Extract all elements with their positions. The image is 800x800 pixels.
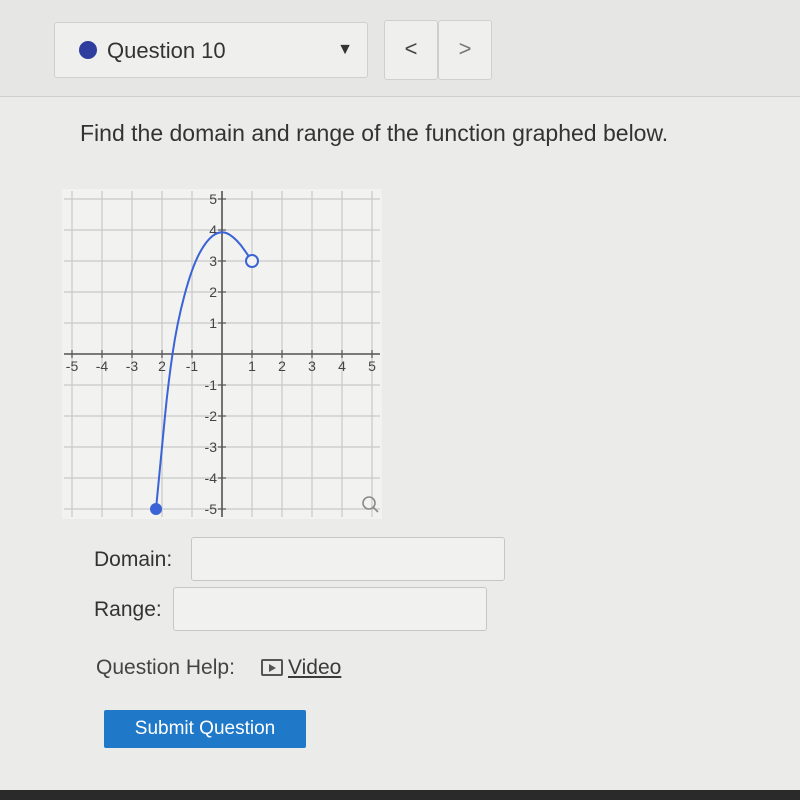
video-link[interactable]: Video	[288, 656, 342, 679]
y-tick-label: 2	[209, 284, 217, 300]
y-tick-label: 5	[209, 191, 217, 207]
question-help-label: Question Help:	[96, 656, 235, 679]
graph-svg	[65, 176, 410, 517]
x-tick-label: -4	[95, 358, 109, 374]
domain-input[interactable]	[191, 537, 505, 581]
previous-question-button[interactable]: <	[384, 20, 438, 80]
video-icon[interactable]	[261, 659, 283, 676]
y-tick-label: -5	[204, 501, 217, 517]
range-label: Range:	[94, 598, 162, 621]
screen-bezel	[0, 790, 800, 800]
question-label: Question 10	[107, 38, 226, 63]
x-tick-label: -1	[185, 358, 199, 374]
question-selector[interactable]	[54, 22, 368, 78]
submit-question-button[interactable]: Submit Question	[104, 710, 306, 748]
y-tick-label: -1	[204, 377, 217, 393]
y-tick-label: 3	[209, 253, 217, 269]
closed-endpoint	[150, 503, 162, 515]
caret-down-icon: ▼	[337, 41, 353, 58]
function-graph	[65, 176, 410, 517]
question-prompt: Find the domain and range of the function graphed below.	[80, 120, 669, 146]
y-tick-label: -3	[204, 439, 217, 455]
y-tick-label: -2	[204, 408, 217, 424]
x-tick-label: 2	[158, 358, 166, 374]
status-dot-icon	[79, 41, 97, 59]
x-tick-label: 4	[338, 358, 346, 374]
domain-label: Domain:	[94, 548, 173, 571]
open-endpoint	[246, 255, 258, 267]
x-tick-label: 2	[278, 358, 286, 374]
x-tick-label: 5	[368, 358, 376, 374]
y-tick-label: 4	[209, 222, 217, 238]
y-tick-label: 1	[209, 315, 217, 331]
x-tick-label: 3	[308, 358, 316, 374]
range-input[interactable]	[173, 587, 487, 631]
y-tick-label: -4	[204, 470, 217, 486]
x-tick-label: 1	[248, 358, 256, 374]
x-tick-label: -5	[65, 358, 79, 374]
next-question-button[interactable]: >	[438, 20, 492, 80]
x-tick-label: -3	[125, 358, 139, 374]
